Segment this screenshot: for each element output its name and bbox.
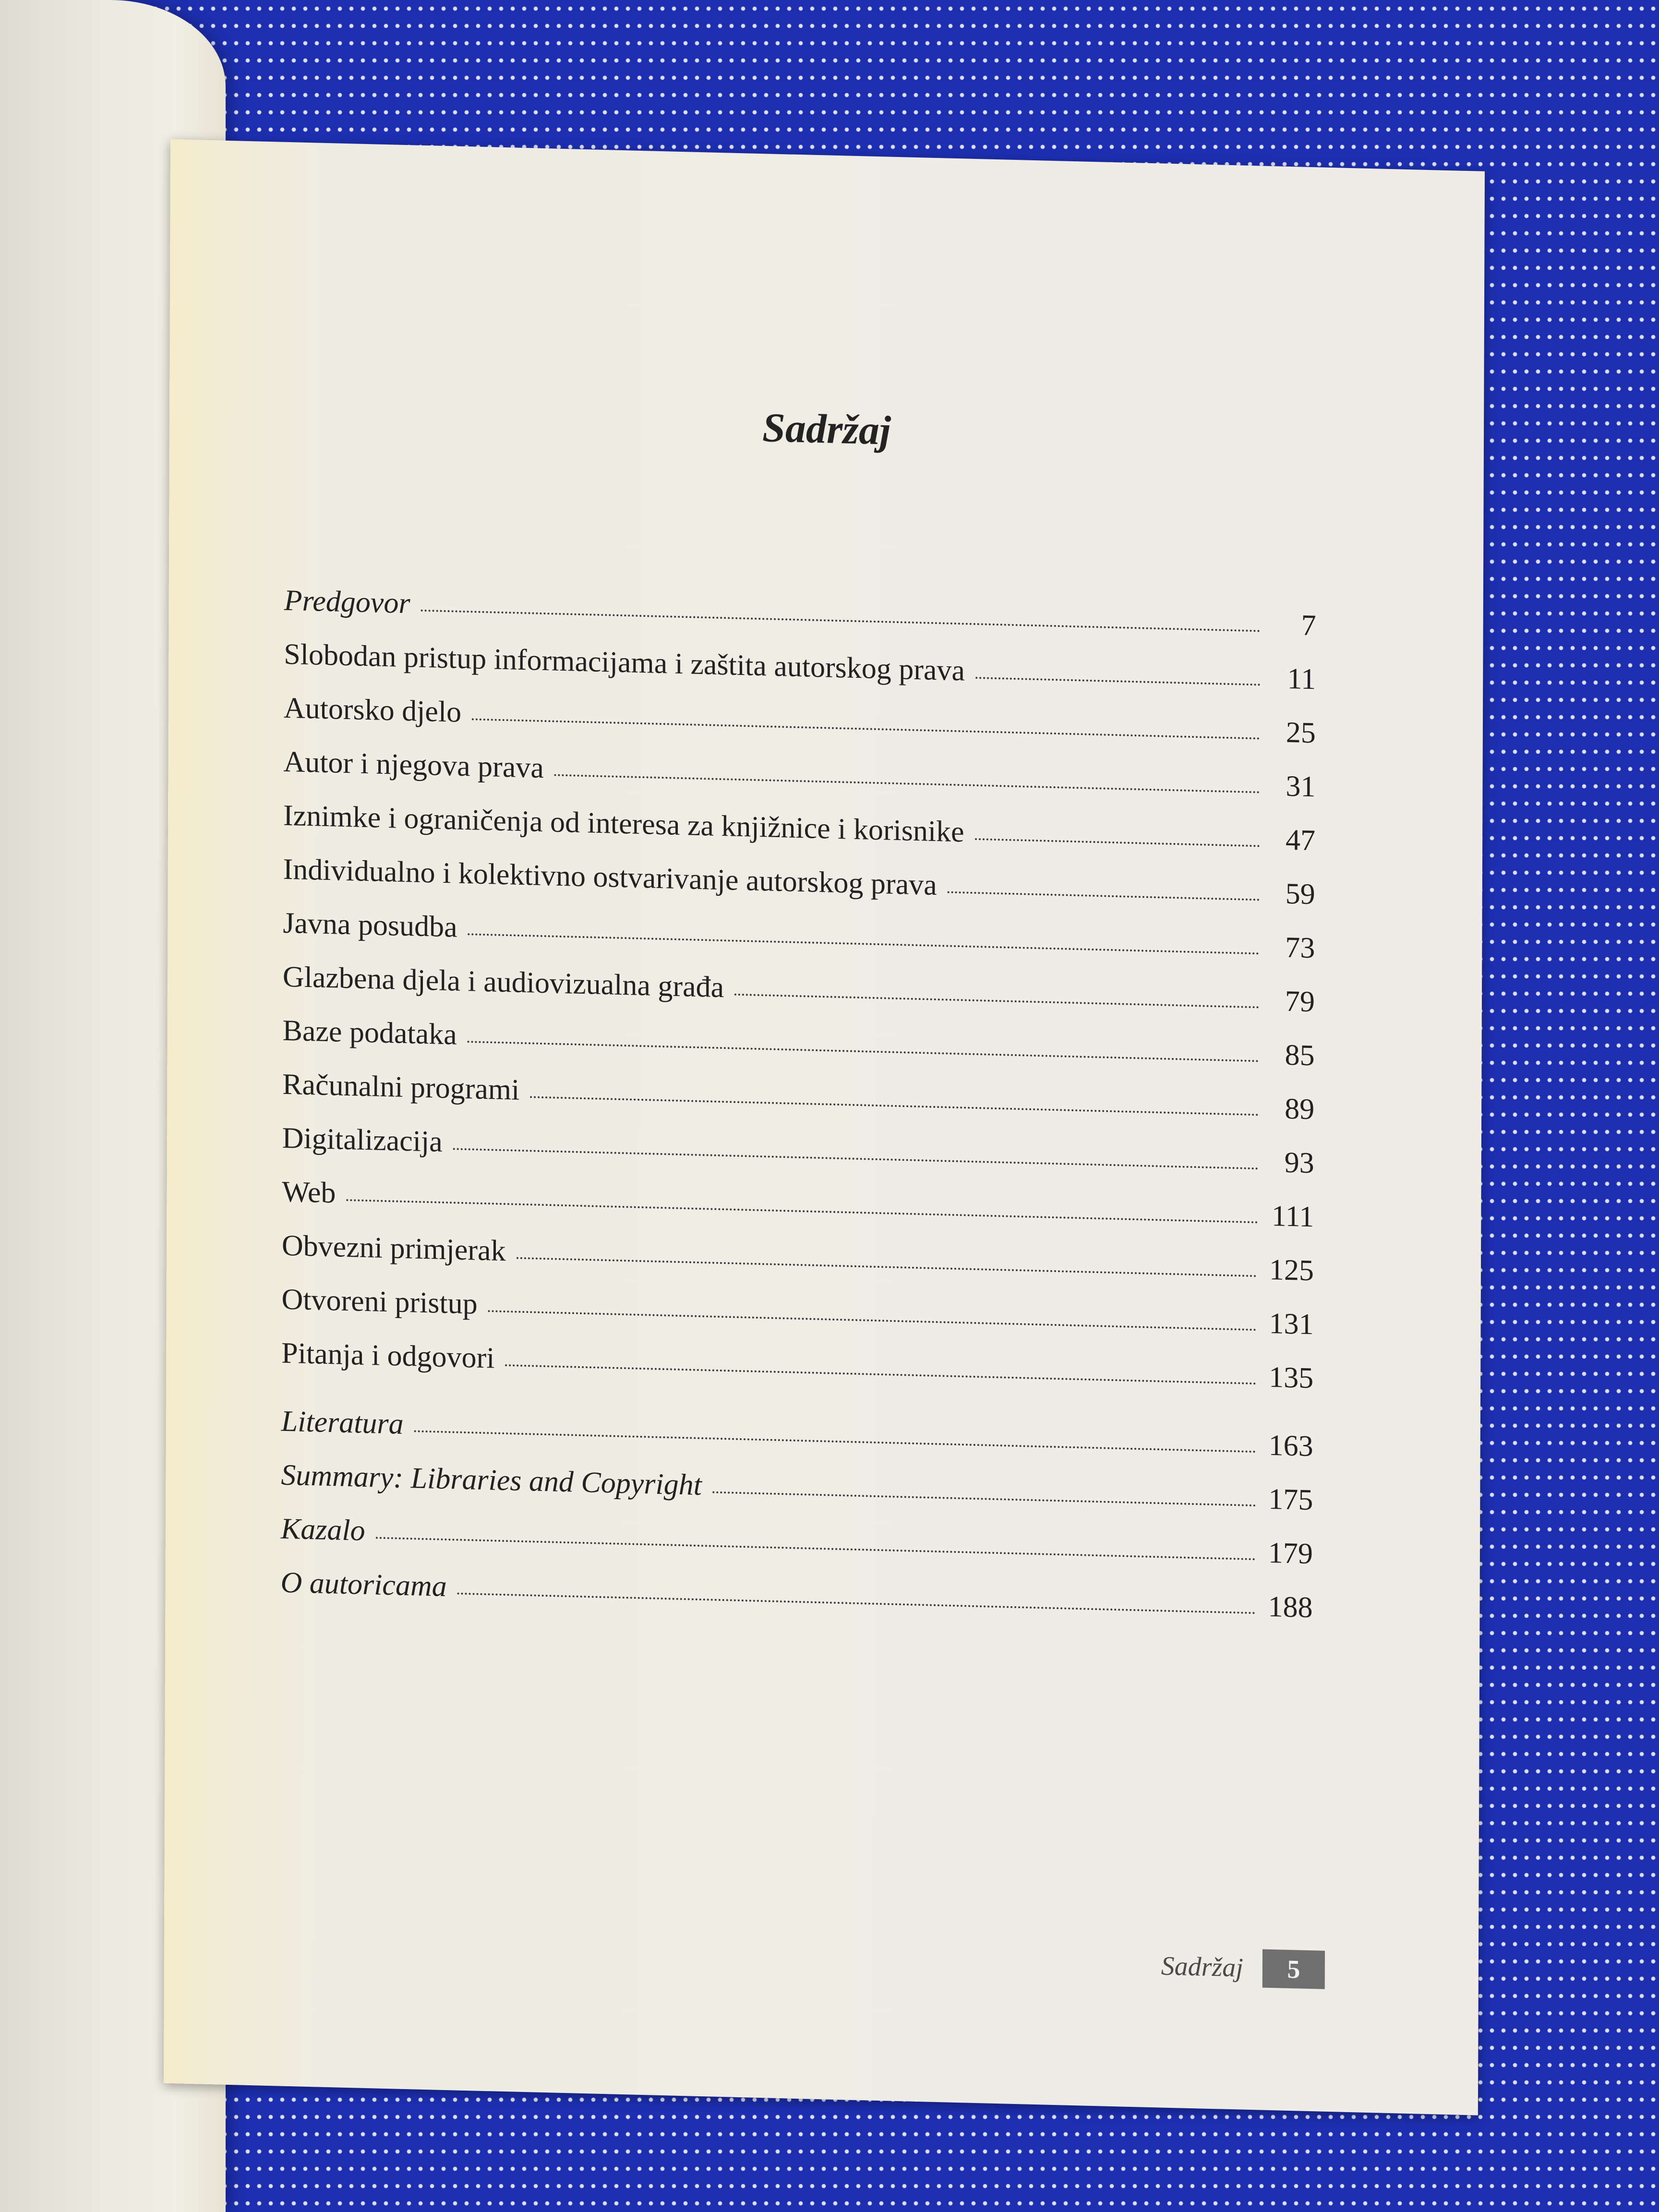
toc-entry-page-number: 47 <box>1285 823 1316 857</box>
toc-entry-page-number: 163 <box>1268 1429 1313 1463</box>
toc-entry-title: O autoricama <box>280 1566 447 1603</box>
toc-entry-title: Predgovor <box>284 584 410 620</box>
toc-entry-title: Individualno i kolektivno ostvarivanje autorskog prava <box>283 853 937 902</box>
toc-entry-title: Slobodan pristup informacijama i zaštita autorskog prava <box>284 637 965 687</box>
toc-entry-page-number: 85 <box>1285 1038 1315 1072</box>
toc-entry-page-number: 31 <box>1286 769 1316 804</box>
toc-entry-title: Web <box>282 1175 336 1210</box>
toc-entry-page-number: 25 <box>1286 716 1316 750</box>
dot-leader <box>975 838 1260 847</box>
dot-leader <box>472 718 1260 739</box>
toc-entry-title: Iznimke i ograničenja od interesa za knjižnice i korisnike <box>283 799 964 849</box>
toc-entry-title: Autor i njegova prava <box>283 745 544 785</box>
dot-leader <box>468 1041 1259 1062</box>
dot-leader <box>734 994 1259 1009</box>
toc-entry-title: Digitalizacija <box>282 1121 443 1158</box>
toc-entry-title: Summary: Libraries and Copyright <box>281 1458 702 1502</box>
toc-entry-title: Glazbena djela i audiovizualna građa <box>282 960 724 1004</box>
toc-entry-page-number: 73 <box>1285 931 1315 965</box>
toc-entry-title: Autorsko djelo <box>283 691 462 729</box>
book-page <box>164 139 1485 2116</box>
dot-leader <box>376 1537 1256 1560</box>
dot-leader <box>346 1199 1258 1223</box>
dot-leader <box>948 891 1260 901</box>
dot-leader <box>516 1257 1256 1277</box>
toc-entry-title: Otvoreni pristup <box>281 1283 478 1321</box>
footer-section-label: Sadržaj <box>1161 1951 1243 1983</box>
toc-entry-title: Javna posudba <box>283 906 457 944</box>
toc-entry-title: Baze podataka <box>282 1014 457 1051</box>
dot-leader <box>488 1310 1257 1331</box>
toc-entry-page-number: 125 <box>1269 1253 1314 1287</box>
dot-leader <box>468 933 1260 954</box>
toc-entry-page-number: 93 <box>1284 1146 1314 1180</box>
toc-entry-page-number: 7 <box>1301 609 1316 642</box>
toc-entry-page-number: 79 <box>1285 985 1315 1019</box>
dot-leader <box>457 1593 1256 1614</box>
dot-leader <box>554 774 1260 793</box>
running-footer <box>1161 1947 1325 1989</box>
dot-leader <box>712 1491 1256 1507</box>
table-of-contents <box>280 584 1316 1645</box>
dot-leader <box>453 1148 1259 1169</box>
dot-leader <box>975 677 1260 685</box>
toc-entry-page-number: 89 <box>1285 1092 1315 1126</box>
toc-entry-page-number: 179 <box>1268 1536 1313 1571</box>
dot-leader <box>421 610 1260 632</box>
toc-entry-title: Kazalo <box>280 1512 365 1547</box>
dot-leader <box>414 1430 1256 1453</box>
toc-entry-page-number: 111 <box>1271 1200 1314 1234</box>
toc-entry-page-number: 135 <box>1269 1360 1314 1395</box>
toc-entry-title: Pitanja i odgovori <box>281 1336 495 1375</box>
dot-leader <box>505 1364 1256 1384</box>
toc-entry-page-number: 175 <box>1268 1482 1313 1517</box>
toc-entry-title: Obvezni primjerak <box>281 1229 506 1268</box>
toc-entry-page-number: 131 <box>1269 1307 1314 1341</box>
toc-entry-page-number: 59 <box>1285 877 1315 911</box>
toc-entry-title: Literatura <box>281 1405 404 1441</box>
toc-entry-page-number: 188 <box>1268 1590 1313 1624</box>
toc-entry-title: Računalni programi <box>282 1068 520 1106</box>
toc-entry-page-number: 11 <box>1287 662 1316 696</box>
footer-page-number: 5 <box>1262 1949 1325 1989</box>
page-title: Sadržaj <box>762 404 891 454</box>
dot-leader <box>530 1096 1259 1116</box>
